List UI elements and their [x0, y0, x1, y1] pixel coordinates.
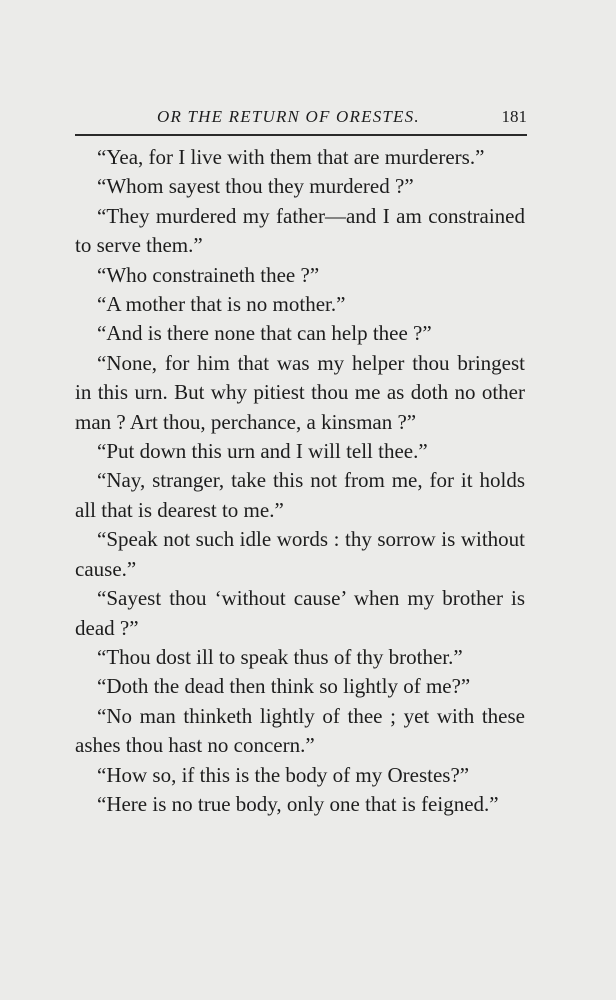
paragraph: “Here is no true body, only one that is feigned.”: [97, 791, 499, 816]
paragraph: “Doth the dead then think so lightly of me?”: [97, 674, 471, 699]
paragraph: “Nay, stranger, take this not from me, for it holds all that is dearest to me.”: [75, 468, 525, 522]
page-number: 181: [501, 107, 527, 126]
body-text: [75, 143, 525, 819]
header-rule: [75, 134, 527, 136]
paragraph: “No man thinketh lightly of thee ; yet with these ashes thou hast no concern.”: [75, 703, 525, 758]
paragraph: “Thou dost ill to speak thus of thy brother.”: [97, 644, 463, 669]
paragraph: “None, for him that was my helper thou bringest in this urn. But why pitiest thou me as doth no other man ? Art thou, perchance, a kinsman ?”: [75, 350, 525, 434]
paragraph: “Who constraineth thee ?”: [97, 262, 320, 287]
paragraph: “Sayest thou ‘without cause’ when my brother is dead ?”: [75, 586, 525, 640]
paragraph: “Whom sayest thou they murdered ?”: [97, 174, 414, 199]
page-header: [75, 107, 527, 129]
paragraph: “Yea, for I live with them that are murderers.”: [97, 145, 485, 169]
paragraph: “And is there none that can help thee ?”: [97, 321, 432, 346]
paragraph: “A mother that is no mother.”: [97, 292, 346, 317]
paragraph: “Put down this urn and I will tell thee.”: [97, 439, 428, 464]
paragraph: “Speak not such idle words : thy sorrow is without cause.”: [75, 527, 525, 581]
paragraph: “How so, if this is the body of my Orestes?”: [97, 762, 470, 787]
running-title: OR THE RETURN OF ORESTES.: [157, 107, 420, 126]
paragraph: “They murdered my father—and I am constrained to serve them.”: [75, 203, 525, 258]
